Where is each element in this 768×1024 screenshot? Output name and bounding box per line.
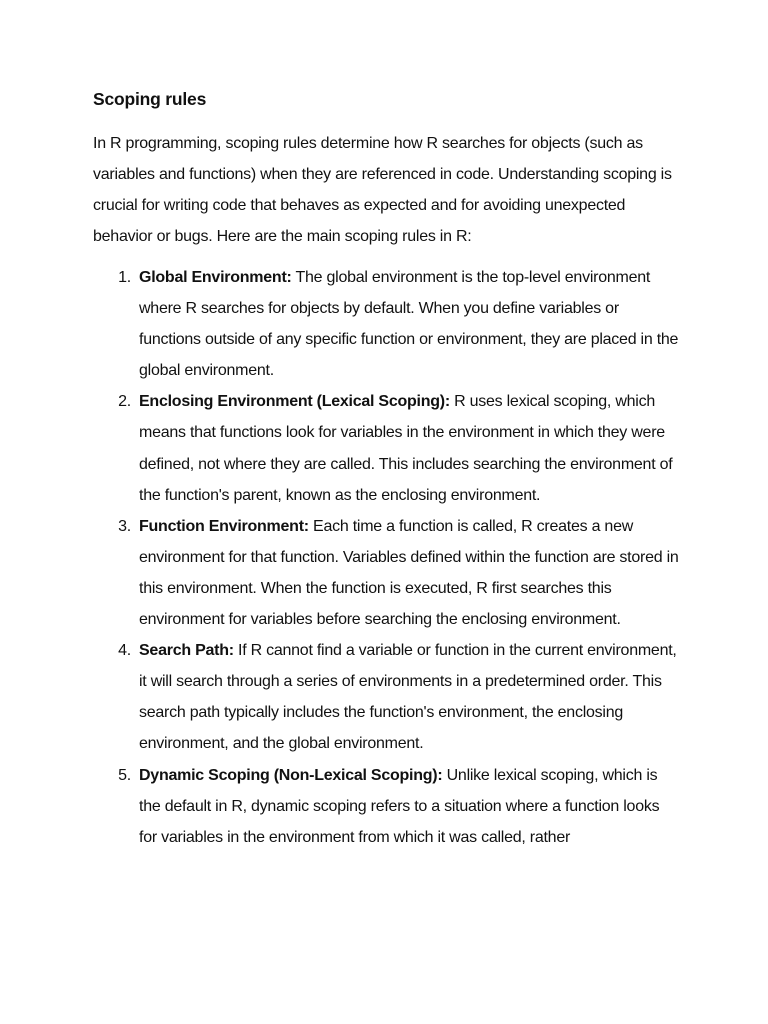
list-item-enclosing-environment — [0, 386, 768, 510]
list-item-number: 1. — [118, 269, 131, 286]
list-item-search-path — [0, 635, 768, 759]
list-item-term: Search Path: — [139, 642, 234, 660]
list-item-number: 2. — [118, 393, 131, 411]
page-title: Scoping rules — [93, 89, 207, 109]
list-item-body — [139, 511, 679, 635]
list-item-global-environment — [0, 262, 768, 386]
list-item-text: Unlike lexical scoping, which is the default in R, dynamic scoping refers to a situation where a function looks for variables in the environment from which it was called, rather — [139, 766, 660, 846]
list-item-term: Enclosing Environment (Lexical Scoping): — [139, 393, 450, 411]
list-item-body — [139, 262, 679, 386]
list-item-number: 5. — [118, 766, 131, 784]
list-item-text: The global environment is the top-level environment where R searches for objects by default. When you define variables or functions outside of any specific function or environment, they are placed in the global environment. — [139, 269, 679, 380]
list-item-term: Function Environment: — [139, 517, 309, 535]
intro-paragraph: In R programming, scoping rules determine how R searches for objects (such as variables and functions) when they are referenced in code. Understanding scoping is crucial for writing code that behaves as expected and for avoiding unexpected behavior or bugs. Here are the main scoping rules in R: — [93, 135, 672, 245]
list-item-term: Global Environment: — [139, 269, 292, 286]
list-item-body — [139, 386, 679, 510]
list-item-body — [139, 635, 679, 759]
list-item-term: Dynamic Scoping (Non-Lexical Scoping): — [139, 766, 443, 784]
scoping-rules-list — [0, 262, 768, 853]
list-item-text: If R cannot find a variable or function in the current environment, it will search through a series of environments in a predetermined order. This search path typically includes the function's environment, the enclosing environment, and the global environment. — [139, 642, 677, 753]
list-item-dynamic-scoping — [0, 760, 768, 853]
list-item-number: 4. — [118, 642, 131, 660]
list-item-function-environment — [0, 511, 768, 635]
list-item-text: R uses lexical scoping, which means that functions look for variables in the environment in which they were defined, not where they are called. This includes searching the environment of the function's parent, known as the enclosing environment. — [139, 393, 673, 504]
list-item-number: 3. — [118, 517, 131, 535]
list-item-body — [139, 760, 679, 853]
list-item-text: Each time a function is called, R creates a new environment for that function. Variables defined within the function are stored in this environment. When the function is executed, R first searches this environment for variables before searching the enclosing environment. — [139, 517, 679, 629]
